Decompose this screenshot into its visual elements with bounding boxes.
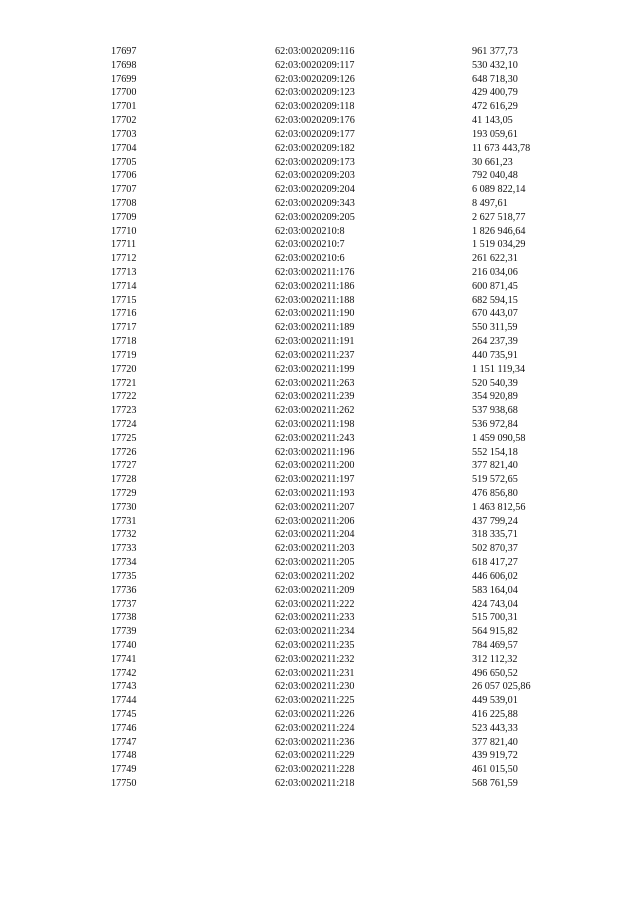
cadastral-number: 62:03:0020211:196 <box>275 446 355 458</box>
cadastral-value: 1 151 119,34 <box>472 363 526 375</box>
row-number: 17724 <box>111 418 137 430</box>
table-row <box>0 777 640 791</box>
table-row <box>0 142 640 156</box>
table-row <box>0 694 640 708</box>
cadastral-number: 62:03:0020211:190 <box>275 308 355 320</box>
row-number: 17721 <box>111 377 137 389</box>
cadastral-value: 670 443,07 <box>472 308 518 320</box>
cadastral-value: 26 057 025,86 <box>472 681 531 693</box>
row-number: 17748 <box>111 750 137 762</box>
cadastral-number: 62:03:0020211:203 <box>275 543 355 555</box>
cadastral-value: 318 335,71 <box>472 529 518 541</box>
cadastral-value: 449 539,01 <box>472 695 518 707</box>
row-number: 17731 <box>111 515 137 527</box>
table-row <box>0 528 640 542</box>
row-number: 17729 <box>111 488 137 499</box>
table-row <box>0 542 640 556</box>
table-row <box>0 59 640 73</box>
cadastral-value: 41 143,05 <box>472 115 513 127</box>
cadastral-value: 377 821,40 <box>472 736 518 748</box>
table-row <box>0 45 640 59</box>
table-row <box>0 114 640 128</box>
row-number: 17733 <box>111 543 137 555</box>
table-row <box>0 225 640 239</box>
row-number: 17740 <box>111 639 137 651</box>
row-number: 17717 <box>111 322 137 334</box>
cadastral-number: 62:03:0020211:226 <box>275 709 355 720</box>
cadastral-value: 446 606,02 <box>472 570 518 582</box>
cadastral-number: 62:03:0020211:206 <box>275 515 355 527</box>
cadastral-value: 520 540,39 <box>472 377 518 389</box>
table-row <box>0 736 640 750</box>
cadastral-number: 62:03:0020209:123 <box>275 87 355 99</box>
table-row <box>0 128 640 142</box>
table-row <box>0 501 640 515</box>
table-row <box>0 294 640 308</box>
cadastral-number: 62:03:0020211:235 <box>275 639 355 651</box>
cadastral-number: 62:03:0020211:176 <box>275 267 355 278</box>
cadastral-value: 261 622,31 <box>472 253 518 265</box>
cadastral-number: 62:03:0020211:189 <box>275 322 355 334</box>
cadastral-number: 62:03:0020209:182 <box>275 142 355 154</box>
table-row <box>0 708 640 722</box>
row-number: 17706 <box>111 170 137 182</box>
table-row <box>0 722 640 736</box>
cadastral-value: 536 972,84 <box>472 418 518 430</box>
row-number: 17720 <box>111 363 137 375</box>
cadastral-value: 312 112,32 <box>472 653 518 665</box>
cadastral-value: 682 594,15 <box>472 294 518 306</box>
cadastral-value: 354 920,89 <box>472 391 518 403</box>
cadastral-value: 2 627 518,77 <box>472 211 526 223</box>
cadastral-number: 62:03:0020211:243 <box>275 432 355 444</box>
row-number: 17738 <box>111 612 137 624</box>
cadastral-number: 62:03:0020211:209 <box>275 584 355 596</box>
cadastral-number: 62:03:0020209:343 <box>275 197 355 209</box>
row-number: 17743 <box>111 681 137 693</box>
cadastral-number: 62:03:0020209:116 <box>275 46 355 57</box>
table-row <box>0 680 640 694</box>
row-number: 17745 <box>111 709 137 720</box>
row-number: 17709 <box>111 211 137 223</box>
cadastral-number: 62:03:0020211:197 <box>275 474 355 486</box>
cadastral-number: 62:03:0020211:222 <box>275 598 355 610</box>
cadastral-number: 62:03:0020209:203 <box>275 170 355 182</box>
row-number: 17736 <box>111 584 137 596</box>
table-row <box>0 749 640 763</box>
cadastral-number: 62:03:0020211:239 <box>275 391 355 403</box>
table-row <box>0 404 640 418</box>
cadastral-value: 429 400,79 <box>472 87 518 99</box>
row-number: 17716 <box>111 308 137 320</box>
row-number: 17723 <box>111 405 137 417</box>
cadastral-value: 476 856,80 <box>472 488 518 499</box>
table-row <box>0 487 640 501</box>
row-number: 17737 <box>111 598 137 610</box>
row-number: 17719 <box>111 349 137 361</box>
table-row <box>0 515 640 529</box>
table-row <box>0 238 640 252</box>
table-row <box>0 280 640 294</box>
cadastral-number: 62:03:0020209:177 <box>275 128 355 140</box>
cadastral-number: 62:03:0020210:8 <box>275 225 345 237</box>
row-number: 17707 <box>111 184 137 196</box>
row-number: 17739 <box>111 626 137 638</box>
row-number: 17697 <box>111 46 137 57</box>
row-number: 17741 <box>111 653 137 665</box>
cadastral-number: 62:03:0020211:202 <box>275 570 355 582</box>
cadastral-number: 62:03:0020211:234 <box>275 626 355 638</box>
row-number: 17700 <box>111 87 137 99</box>
row-number: 17718 <box>111 336 137 348</box>
cadastral-number: 62:03:0020211:262 <box>275 405 355 417</box>
table-row <box>0 639 640 653</box>
row-number: 17715 <box>111 294 137 306</box>
cadastral-value: 1 826 946,64 <box>472 225 526 237</box>
cadastral-number: 62:03:0020211:193 <box>275 488 355 499</box>
cadastral-value: 792 040,48 <box>472 170 518 182</box>
cadastral-value: 568 761,59 <box>472 778 518 790</box>
cadastral-number: 62:03:0020209:117 <box>275 59 355 71</box>
table-row <box>0 611 640 625</box>
cadastral-value: 193 059,61 <box>472 128 518 140</box>
table-row <box>0 556 640 570</box>
row-number: 17713 <box>111 267 137 278</box>
table-row <box>0 169 640 183</box>
row-number: 17730 <box>111 501 137 513</box>
cadastral-value: 264 237,39 <box>472 336 518 348</box>
row-number: 17703 <box>111 128 137 140</box>
cadastral-number: 62:03:0020209:176 <box>275 115 355 127</box>
cadastral-value: 377 821,40 <box>472 460 518 472</box>
cadastral-number: 62:03:0020211:204 <box>275 529 355 541</box>
cadastral-value: 564 915,82 <box>472 626 518 638</box>
cadastral-number: 62:03:0020211:233 <box>275 612 355 624</box>
cadastral-value: 550 311,59 <box>472 322 518 334</box>
row-number: 17732 <box>111 529 137 541</box>
cadastral-value: 496 650,52 <box>472 667 518 679</box>
cadastral-number: 62:03:0020210:6 <box>275 253 345 265</box>
row-number: 17735 <box>111 570 137 582</box>
cadastral-value: 424 743,04 <box>472 598 518 610</box>
cadastral-number: 62:03:0020211:228 <box>275 764 355 776</box>
row-number: 17727 <box>111 460 137 472</box>
cadastral-number: 62:03:0020211:224 <box>275 722 355 734</box>
row-number: 17712 <box>111 253 137 265</box>
row-number: 17702 <box>111 115 137 127</box>
row-number: 17698 <box>111 59 137 71</box>
row-number: 17699 <box>111 73 137 85</box>
table-row <box>0 183 640 197</box>
cadastral-number: 62:03:0020211:191 <box>275 336 355 348</box>
cadastral-value: 416 225,88 <box>472 709 518 720</box>
cadastral-value: 440 735,91 <box>472 349 518 361</box>
table-row <box>0 335 640 349</box>
row-number: 17722 <box>111 391 137 403</box>
cadastral-value: 552 154,18 <box>472 446 518 458</box>
row-number: 17747 <box>111 736 137 748</box>
cadastral-value: 600 871,45 <box>472 280 518 292</box>
table-row <box>0 73 640 87</box>
table-row <box>0 418 640 432</box>
cadastral-value: 461 015,50 <box>472 764 518 776</box>
table-row <box>0 446 640 460</box>
table-row <box>0 100 640 114</box>
row-number: 17749 <box>111 764 137 776</box>
row-number: 17701 <box>111 101 137 113</box>
table-row <box>0 349 640 363</box>
cadastral-value: 537 938,68 <box>472 405 518 417</box>
cadastral-number: 62:03:0020211:199 <box>275 363 355 375</box>
cadastral-value: 30 661,23 <box>472 156 513 168</box>
table-row <box>0 377 640 391</box>
row-number: 17734 <box>111 557 137 569</box>
table-row <box>0 390 640 404</box>
cadastral-number: 62:03:0020211:237 <box>275 349 355 361</box>
cadastral-number: 62:03:0020211:200 <box>275 460 355 472</box>
table-row <box>0 252 640 266</box>
cadastral-value: 519 572,65 <box>472 474 518 486</box>
cadastral-number: 62:03:0020211:207 <box>275 501 355 513</box>
row-number: 17742 <box>111 667 137 679</box>
cadastral-value: 216 034,06 <box>472 267 518 278</box>
row-number: 17750 <box>111 778 137 790</box>
cadastral-number: 62:03:0020211:186 <box>275 280 355 292</box>
cadastral-number: 62:03:0020211:188 <box>275 294 355 306</box>
cadastral-value: 1 463 812,56 <box>472 501 526 513</box>
cadastral-number: 62:03:0020211:225 <box>275 695 355 707</box>
cadastral-value: 8 497,61 <box>472 197 508 209</box>
row-number: 17705 <box>111 156 137 168</box>
cadastral-number: 62:03:0020209:205 <box>275 211 355 223</box>
cadastral-value: 437 799,24 <box>472 515 518 527</box>
row-number: 17744 <box>111 695 137 707</box>
row-number: 17704 <box>111 142 137 154</box>
table-row <box>0 625 640 639</box>
cadastral-value: 515 700,31 <box>472 612 518 624</box>
cadastral-value: 784 469,57 <box>472 639 518 651</box>
row-number: 17728 <box>111 474 137 486</box>
table-row <box>0 307 640 321</box>
row-number: 17714 <box>111 280 137 292</box>
cadastral-value: 502 870,37 <box>472 543 518 555</box>
cadastral-number: 62:03:0020211:205 <box>275 557 355 569</box>
table-row <box>0 266 640 280</box>
row-number: 17711 <box>111 239 137 251</box>
cadastral-number: 62:03:0020209:126 <box>275 73 355 85</box>
table-row <box>0 156 640 170</box>
row-number: 17726 <box>111 446 137 458</box>
table-row <box>0 211 640 225</box>
cadastral-number: 62:03:0020209:204 <box>275 184 355 196</box>
table-row <box>0 459 640 473</box>
row-number: 17746 <box>111 722 137 734</box>
cadastral-number: 62:03:0020211:218 <box>275 778 355 790</box>
table-row <box>0 653 640 667</box>
table-row <box>0 432 640 446</box>
cadastral-number: 62:03:0020211:263 <box>275 377 355 389</box>
row-number: 17725 <box>111 432 137 444</box>
table-row <box>0 473 640 487</box>
cadastral-number: 62:03:0020211:232 <box>275 653 355 665</box>
table-row <box>0 321 640 335</box>
table-row <box>0 363 640 377</box>
cadastral-value: 530 432,10 <box>472 59 518 71</box>
cadastral-value: 961 377,73 <box>472 46 518 57</box>
cadastral-value: 472 616,29 <box>472 101 518 113</box>
cadastral-number: 62:03:0020211:229 <box>275 750 355 762</box>
row-number: 17708 <box>111 197 137 209</box>
cadastral-value: 6 089 822,14 <box>472 184 526 196</box>
table-row <box>0 667 640 681</box>
cadastral-number: 62:03:0020209:118 <box>275 101 355 113</box>
cadastral-value: 11 673 443,78 <box>472 142 531 154</box>
cadastral-value: 618 417,27 <box>472 557 518 569</box>
cadastral-number: 62:03:0020211:230 <box>275 681 355 693</box>
cadastral-value-table <box>0 45 640 791</box>
cadastral-number: 62:03:0020211:231 <box>275 667 355 679</box>
cadastral-value: 523 443,33 <box>472 722 518 734</box>
table-row <box>0 197 640 211</box>
cadastral-number: 62:03:0020210:7 <box>275 239 345 251</box>
row-number: 17710 <box>111 225 137 237</box>
cadastral-number: 62:03:0020211:198 <box>275 418 355 430</box>
table-row <box>0 763 640 777</box>
cadastral-value: 1 459 090,58 <box>472 432 526 444</box>
cadastral-number: 62:03:0020211:236 <box>275 736 355 748</box>
table-row <box>0 598 640 612</box>
cadastral-value: 648 718,30 <box>472 73 518 85</box>
table-row <box>0 584 640 598</box>
cadastral-value: 439 919,72 <box>472 750 518 762</box>
cadastral-value: 583 164,04 <box>472 584 518 596</box>
table-row <box>0 570 640 584</box>
table-row <box>0 86 640 100</box>
cadastral-number: 62:03:0020209:173 <box>275 156 355 168</box>
cadastral-value: 1 519 034,29 <box>472 239 526 251</box>
